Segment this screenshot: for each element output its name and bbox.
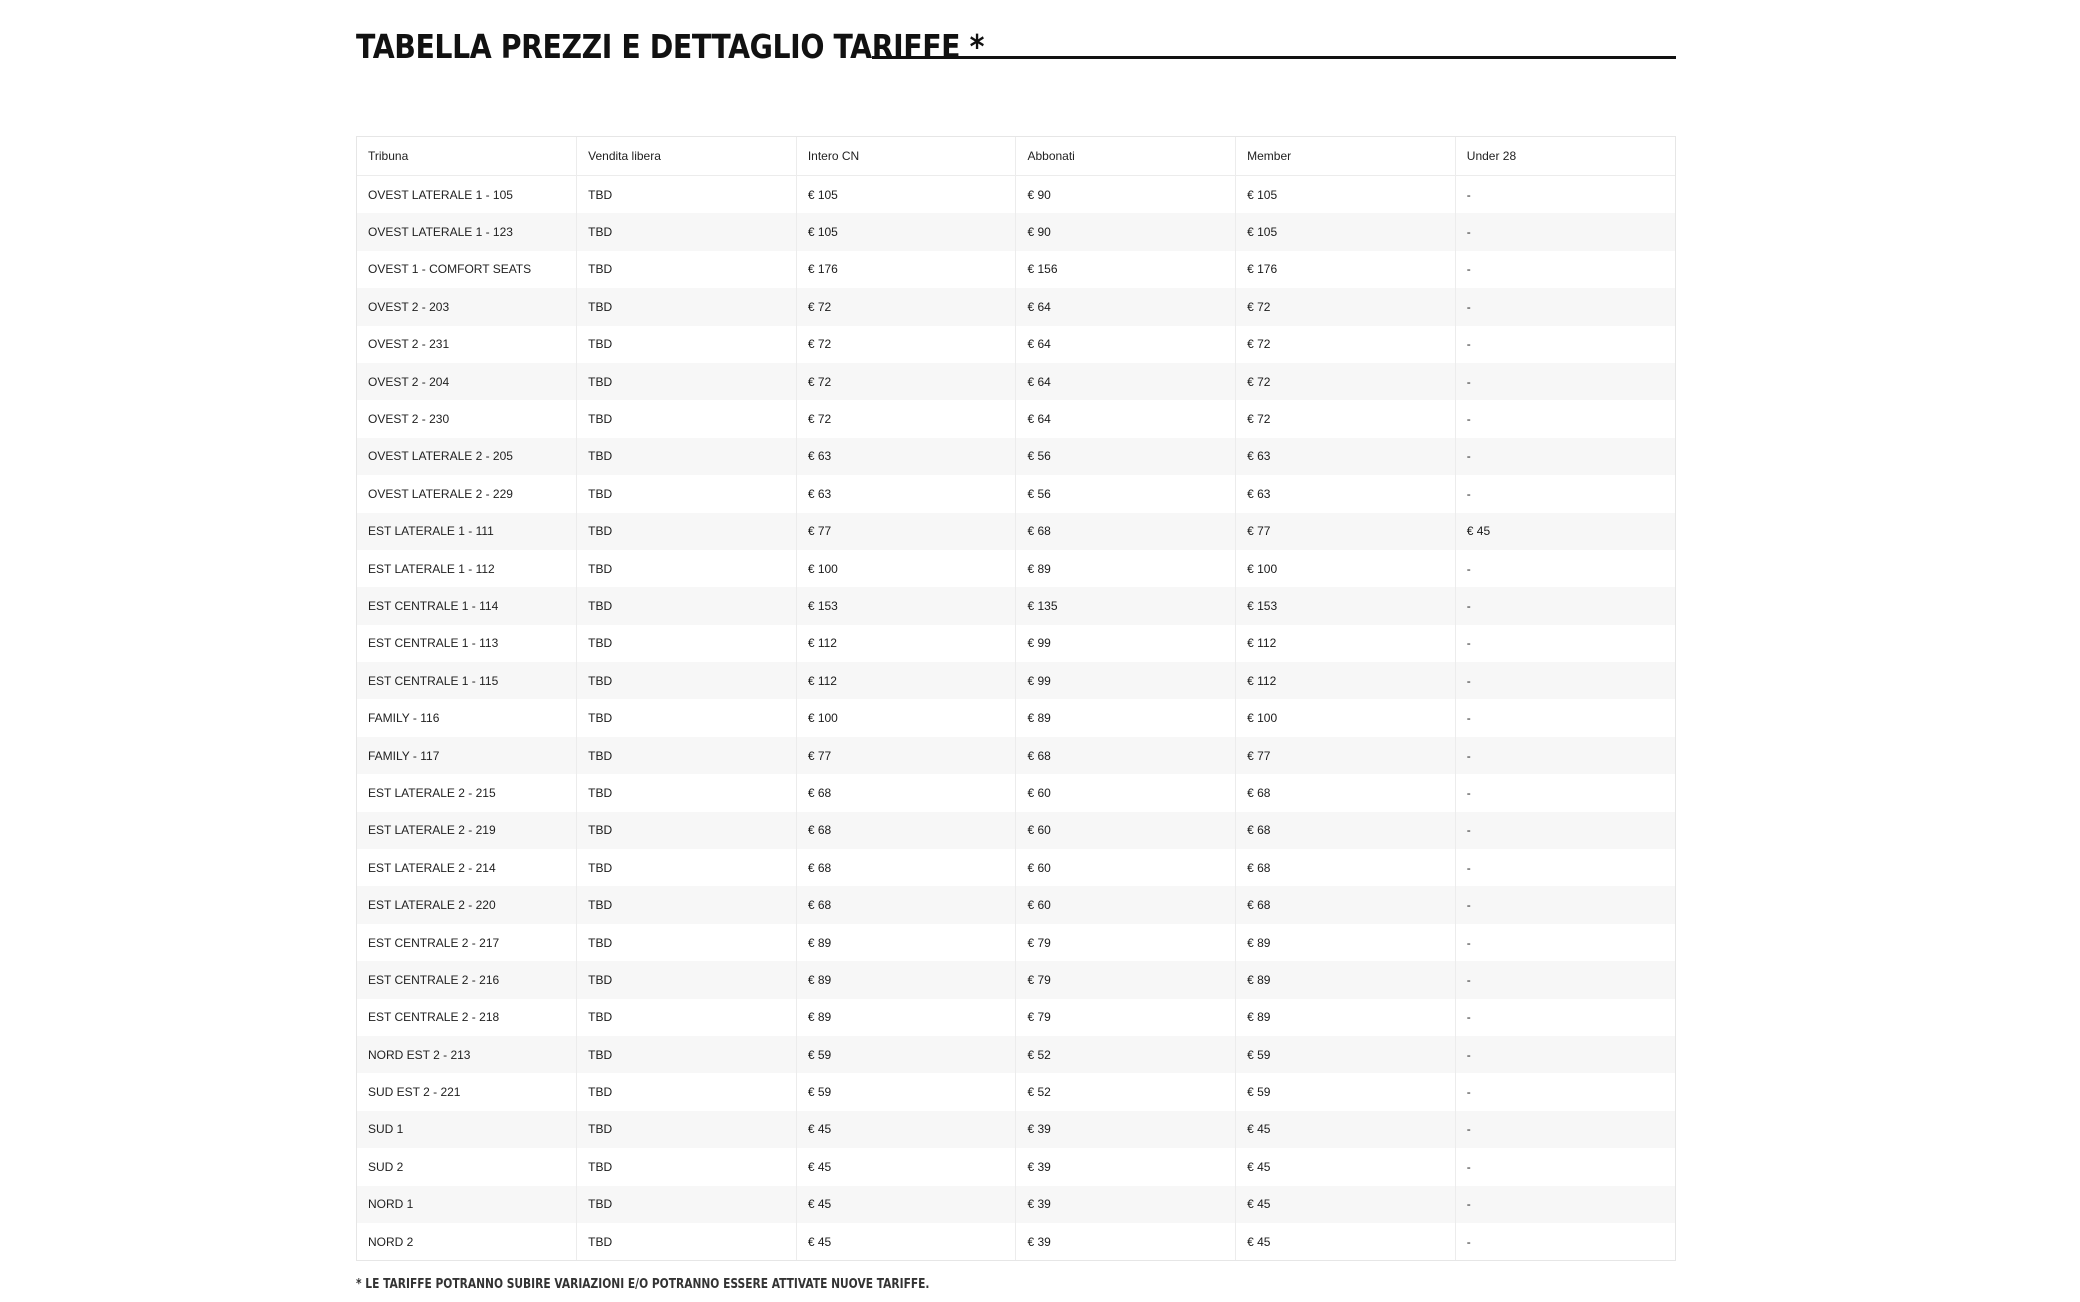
cell-member: € 72	[1236, 363, 1456, 400]
table-body	[357, 176, 1675, 1261]
cell-member: € 105	[1236, 176, 1456, 214]
cell-vendita-libera: TBD	[577, 737, 797, 774]
cell-intero-cn: € 45	[796, 1223, 1016, 1260]
cell-under-28: -	[1466, 711, 1471, 726]
cell-vendita-libera: TBD	[577, 400, 797, 437]
table-row	[357, 774, 1675, 811]
table-row	[357, 812, 1675, 849]
table-row	[357, 662, 1675, 699]
cell-abbonati: € 52	[1016, 1036, 1236, 1073]
cell-intero-cn: € 72	[796, 363, 1016, 400]
cell-vendita-libera: TBD	[577, 1186, 797, 1223]
cell-member: € 68	[1236, 849, 1456, 886]
cell-abbonati: € 64	[1016, 400, 1236, 437]
cell-under-28: -	[1466, 262, 1471, 277]
cell-member: € 45	[1236, 1148, 1456, 1185]
cell-under-28: -	[1466, 337, 1471, 352]
cell-tribuna: EST LATERALE 1 - 111	[357, 513, 577, 550]
cell-member: € 45	[1236, 1111, 1456, 1148]
cell-member: € 176	[1236, 251, 1456, 288]
cell-abbonati: € 64	[1016, 363, 1236, 400]
cell-under-28: -	[1455, 886, 1675, 923]
table-row	[357, 176, 1675, 214]
cell-member: € 72	[1236, 326, 1456, 363]
cell-intero-cn: € 72	[796, 326, 1016, 363]
table-row	[357, 961, 1675, 998]
cell-intero-cn: € 89	[796, 961, 1016, 998]
cell-under-28: -	[1455, 662, 1675, 699]
cell-intero-cn: € 59	[796, 1073, 1016, 1110]
cell-tribuna: OVEST 2 - 204	[357, 363, 577, 400]
section-title: TABELLA PREZZI E DETTAGLIO TARIFFE *	[356, 26, 985, 66]
cell-member: € 63	[1236, 475, 1456, 512]
cell-tribuna: OVEST 2 - 230	[357, 400, 577, 437]
cell-under-28: -	[1455, 288, 1675, 325]
cell-tribuna: EST LATERALE 2 - 220	[357, 886, 577, 923]
table-row	[357, 513, 1675, 550]
table-row	[357, 699, 1675, 736]
cell-tribuna: OVEST 2 - 203	[357, 288, 577, 325]
cell-member: € 68	[1236, 774, 1456, 811]
cell-vendita-libera: TBD	[577, 999, 797, 1036]
cell-member: € 100	[1236, 699, 1456, 736]
table-row	[357, 213, 1675, 250]
cell-tribuna: EST CENTRALE 2 - 216	[357, 961, 577, 998]
cell-tribuna: NORD 2	[357, 1223, 577, 1260]
header-member: Member	[1236, 137, 1456, 176]
cell-member: € 105	[1236, 213, 1456, 250]
cell-vendita-libera: TBD	[577, 326, 797, 363]
cell-under-28: -	[1466, 785, 1471, 800]
cell-tribuna: EST CENTRALE 2 - 218	[357, 999, 577, 1036]
cell-member: € 72	[1236, 400, 1456, 437]
table-row	[357, 849, 1675, 886]
cell-vendita-libera: TBD	[577, 662, 797, 699]
table-row	[357, 1073, 1675, 1110]
table-row	[357, 886, 1675, 923]
table-row	[357, 1111, 1675, 1148]
table-row	[357, 363, 1675, 400]
table-row	[357, 288, 1675, 325]
cell-under-28: -	[1466, 486, 1471, 501]
cell-abbonati: € 39	[1016, 1223, 1236, 1260]
cell-vendita-libera: TBD	[577, 625, 797, 662]
cell-tribuna: FAMILY - 116	[357, 699, 577, 736]
cell-tribuna: OVEST 2 - 231	[357, 326, 577, 363]
table-row	[357, 251, 1675, 288]
cell-intero-cn: € 72	[796, 288, 1016, 325]
cell-tribuna: EST CENTRALE 1 - 114	[357, 587, 577, 624]
cell-under-28: -	[1455, 812, 1675, 849]
cell-tribuna: SUD 1	[357, 1111, 577, 1148]
price-table-section	[356, 20, 1676, 1292]
price-table-container	[356, 136, 1676, 1261]
header-vendita-libera: Vendita libera	[577, 137, 797, 176]
cell-abbonati: € 99	[1016, 625, 1236, 662]
cell-member: € 77	[1236, 513, 1456, 550]
table-row	[357, 1186, 1675, 1223]
cell-vendita-libera: TBD	[577, 213, 797, 250]
footnote: * LE TARIFFE POTRANNO SUBIRE VARIAZIONI E/O POTRANNO ESSERE ATTIVATE NUOVE TARIFFE.	[356, 1277, 930, 1293]
cell-vendita-libera: TBD	[577, 961, 797, 998]
cell-tribuna: FAMILY - 117	[357, 737, 577, 774]
table-row	[357, 625, 1675, 662]
cell-tribuna: EST CENTRALE 2 - 217	[357, 924, 577, 961]
table-row	[357, 999, 1675, 1036]
cell-vendita-libera: TBD	[577, 176, 797, 214]
cell-under-28: -	[1455, 737, 1675, 774]
cell-abbonati: € 39	[1016, 1148, 1236, 1185]
cell-vendita-libera: TBD	[577, 513, 797, 550]
cell-abbonati: € 90	[1016, 213, 1236, 250]
cell-under-28: -	[1466, 935, 1471, 950]
cell-abbonati: € 79	[1016, 999, 1236, 1036]
cell-abbonati: € 89	[1016, 550, 1236, 587]
cell-intero-cn: € 45	[796, 1148, 1016, 1185]
cell-member: € 68	[1236, 812, 1456, 849]
cell-abbonati: € 64	[1016, 288, 1236, 325]
cell-vendita-libera: TBD	[577, 251, 797, 288]
cell-tribuna: EST CENTRALE 1 - 115	[357, 662, 577, 699]
cell-tribuna: EST LATERALE 2 - 215	[357, 774, 577, 811]
cell-under-28: -	[1455, 213, 1675, 250]
header-under-28: Under 28	[1455, 137, 1675, 176]
cell-under-28: -	[1466, 860, 1471, 875]
cell-vendita-libera: TBD	[577, 774, 797, 811]
cell-under-28: -	[1455, 961, 1675, 998]
cell-member: € 45	[1236, 1223, 1456, 1260]
cell-under-28: -	[1466, 636, 1471, 651]
cell-intero-cn: € 68	[796, 886, 1016, 923]
cell-intero-cn: € 77	[796, 513, 1016, 550]
cell-intero-cn: € 89	[796, 924, 1016, 961]
cell-tribuna: OVEST LATERALE 1 - 105	[357, 176, 577, 214]
cell-under-28: -	[1466, 1159, 1471, 1174]
cell-vendita-libera: TBD	[577, 886, 797, 923]
cell-vendita-libera: TBD	[577, 924, 797, 961]
cell-vendita-libera: TBD	[577, 1036, 797, 1073]
cell-intero-cn: € 105	[796, 176, 1016, 214]
cell-member: € 89	[1236, 999, 1456, 1036]
table-row	[357, 924, 1675, 961]
cell-tribuna: SUD EST 2 - 221	[357, 1073, 577, 1110]
table-row	[357, 475, 1675, 512]
cell-under-28: -	[1455, 363, 1675, 400]
cell-vendita-libera: TBD	[577, 363, 797, 400]
section-header	[356, 20, 1676, 72]
cell-tribuna: EST LATERALE 2 - 214	[357, 849, 577, 886]
cell-tribuna: SUD 2	[357, 1148, 577, 1185]
table-row	[357, 587, 1675, 624]
cell-abbonati: € 64	[1016, 326, 1236, 363]
cell-vendita-libera: TBD	[577, 1223, 797, 1260]
cell-intero-cn: € 112	[796, 625, 1016, 662]
table-row	[357, 326, 1675, 363]
cell-member: € 153	[1236, 587, 1456, 624]
table-row	[357, 1148, 1675, 1185]
cell-abbonati: € 39	[1016, 1111, 1236, 1148]
cell-intero-cn: € 100	[796, 550, 1016, 587]
cell-tribuna: NORD EST 2 - 213	[357, 1036, 577, 1073]
cell-member: € 45	[1236, 1186, 1456, 1223]
cell-intero-cn: € 59	[796, 1036, 1016, 1073]
cell-vendita-libera: TBD	[577, 475, 797, 512]
cell-abbonati: € 156	[1016, 251, 1236, 288]
cell-vendita-libera: TBD	[577, 587, 797, 624]
cell-under-28: € 45	[1455, 513, 1675, 550]
cell-abbonati: € 60	[1016, 849, 1236, 886]
cell-intero-cn: € 72	[796, 400, 1016, 437]
cell-abbonati: € 135	[1016, 587, 1236, 624]
cell-under-28: -	[1455, 1186, 1675, 1223]
cell-tribuna: EST CENTRALE 1 - 113	[357, 625, 577, 662]
cell-intero-cn: € 176	[796, 251, 1016, 288]
cell-tribuna: NORD 1	[357, 1186, 577, 1223]
cell-intero-cn: € 45	[796, 1186, 1016, 1223]
table-row	[357, 400, 1675, 437]
table-row	[357, 737, 1675, 774]
cell-abbonati: € 79	[1016, 924, 1236, 961]
cell-under-28: -	[1466, 1085, 1471, 1100]
cell-tribuna: OVEST LATERALE 2 - 229	[357, 475, 577, 512]
cell-member: € 89	[1236, 924, 1456, 961]
cell-member: € 77	[1236, 737, 1456, 774]
cell-intero-cn: € 89	[796, 999, 1016, 1036]
cell-intero-cn: € 112	[796, 662, 1016, 699]
cell-member: € 63	[1236, 438, 1456, 475]
cell-intero-cn: € 45	[796, 1111, 1016, 1148]
cell-abbonati: € 90	[1016, 176, 1236, 214]
cell-under-28: -	[1455, 438, 1675, 475]
table-header-row	[357, 137, 1675, 176]
table-row	[357, 550, 1675, 587]
cell-under-28: -	[1466, 1010, 1471, 1025]
cell-intero-cn: € 77	[796, 737, 1016, 774]
cell-abbonati: € 60	[1016, 812, 1236, 849]
cell-abbonati: € 60	[1016, 886, 1236, 923]
cell-tribuna: OVEST LATERALE 2 - 205	[357, 438, 577, 475]
cell-intero-cn: € 68	[796, 849, 1016, 886]
table-row	[357, 1036, 1675, 1073]
header-abbonati: Abbonati	[1016, 137, 1236, 176]
cell-tribuna: EST LATERALE 1 - 112	[357, 550, 577, 587]
cell-intero-cn: € 105	[796, 213, 1016, 250]
cell-member: € 112	[1236, 625, 1456, 662]
header-intero-cn: Intero CN	[796, 137, 1016, 176]
cell-under-28: -	[1455, 587, 1675, 624]
cell-abbonati: € 39	[1016, 1186, 1236, 1223]
cell-vendita-libera: TBD	[577, 550, 797, 587]
cell-member: € 59	[1236, 1073, 1456, 1110]
cell-abbonati: € 56	[1016, 475, 1236, 512]
cell-under-28: -	[1466, 561, 1471, 576]
cell-under-28: -	[1455, 1036, 1675, 1073]
cell-intero-cn: € 153	[796, 587, 1016, 624]
cell-intero-cn: € 100	[796, 699, 1016, 736]
cell-vendita-libera: TBD	[577, 849, 797, 886]
cell-intero-cn: € 68	[796, 812, 1016, 849]
cell-intero-cn: € 63	[796, 475, 1016, 512]
header-tribuna: Tribuna	[357, 137, 577, 176]
title-divider	[872, 56, 1676, 59]
cell-tribuna: EST LATERALE 2 - 219	[357, 812, 577, 849]
cell-member: € 68	[1236, 886, 1456, 923]
cell-tribuna: OVEST LATERALE 1 - 123	[357, 213, 577, 250]
cell-member: € 59	[1236, 1036, 1456, 1073]
cell-member: € 89	[1236, 961, 1456, 998]
cell-member: € 112	[1236, 662, 1456, 699]
cell-abbonati: € 60	[1016, 774, 1236, 811]
table-row	[357, 438, 1675, 475]
cell-vendita-libera: TBD	[577, 288, 797, 325]
cell-vendita-libera: TBD	[577, 1148, 797, 1185]
cell-vendita-libera: TBD	[577, 438, 797, 475]
price-table	[357, 137, 1675, 1260]
cell-member: € 100	[1236, 550, 1456, 587]
cell-tribuna: OVEST 1 - COMFORT SEATS	[357, 251, 577, 288]
cell-vendita-libera: TBD	[577, 1111, 797, 1148]
cell-abbonati: € 68	[1016, 513, 1236, 550]
cell-vendita-libera: TBD	[577, 699, 797, 736]
cell-abbonati: € 79	[1016, 961, 1236, 998]
table-row	[357, 1223, 1675, 1260]
cell-under-28: -	[1466, 412, 1471, 427]
cell-member: € 72	[1236, 288, 1456, 325]
cell-abbonati: € 56	[1016, 438, 1236, 475]
cell-abbonati: € 99	[1016, 662, 1236, 699]
cell-abbonati: € 52	[1016, 1073, 1236, 1110]
cell-abbonati: € 89	[1016, 699, 1236, 736]
cell-under-28: -	[1466, 187, 1471, 202]
cell-under-28: -	[1466, 1234, 1471, 1249]
cell-intero-cn: € 68	[796, 774, 1016, 811]
cell-under-28: -	[1455, 1111, 1675, 1148]
cell-vendita-libera: TBD	[577, 1073, 797, 1110]
cell-vendita-libera: TBD	[577, 812, 797, 849]
cell-intero-cn: € 63	[796, 438, 1016, 475]
cell-abbonati: € 68	[1016, 737, 1236, 774]
